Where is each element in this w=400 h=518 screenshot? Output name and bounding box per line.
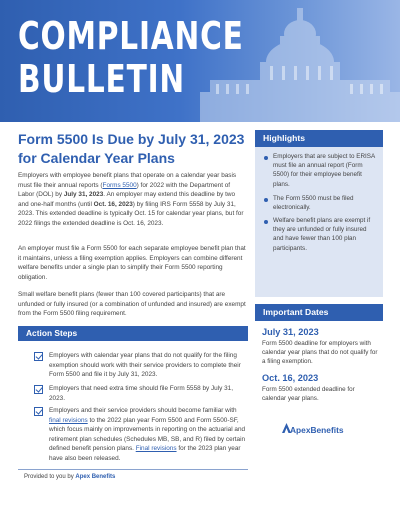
deadline-date: July 31, 2023 [63,191,104,199]
text-run: for the 2023 plan year have also been released. [49,445,241,462]
date-heading: July 31, 2023 [262,327,319,337]
highlight-item: Welfare benefit plans are exempt if they are unfunded or fully insured and have fewer than 100 plan participants. [273,217,371,252]
provided-brand: Apex Benefits [75,474,116,480]
final-revisions-2023-link[interactable]: Final revisions [135,445,177,453]
checkbox-icon [34,385,43,394]
article-paragraph-2: An employer must file a Form 5500 for each separate employee benefit plan that it maintains, unless a filing exemption applies. Employers can combine different welfare benefits under a single plan to simplify their Form 5500 reporting obligation. [18,245,246,281]
banner-title-line2: BULLETIN [18,57,185,101]
date-description: Form 5500 deadline for employers with calendar year plans that do not qualify for a filing exemption. [262,340,378,366]
date-description: Form 5500 extended deadline for calendar year plans. [262,386,355,403]
action-step-3 [49,406,248,464]
apex-benefits-logo: ApexBenefits [290,425,344,435]
text-run: ) by filing IRS Form 5558 by July 31, 2023. This extended deadline is typically Oct. 15 for calendar year plans, but for 2022 filings the extended deadline is Oct. 16, 2023. [18,200,244,227]
article-title: Form 5500 Is Due by July 31, 2023 for Calendar Year Plans [18,131,245,166]
article-paragraph-3: Small welfare benefit plans (fewer than 100 covered participants) that are unfunded or fully insured (or a combination of unfunded and insured) are exempt from the Form 5500 filing requirement. [18,291,246,318]
checkbox-icon [34,407,43,416]
text-run: . An employer may extend this deadline by two and one-half months (until [18,191,236,208]
text-run: Employers with employee benefit plans that operate on a calendar year basis must file their annual reports ( [18,172,237,189]
action-step-2: Employers that need extra time should file Form 5558 by July 31, 2023. [49,385,233,402]
text-run: to the 2022 plan year Form 5500 and Form 5500-SF, which focus mainly on improvements in reporting on the actuarial and retirement plan schedules (Schedules MB, SB, and R) filed by certain defined benefit pension plans. [49,416,246,453]
action-step-1: Employers with calendar year plans that do not qualify for the filing exemption should work with their service providers to complete their Form 5500 and file it by July 31, 2023. [49,352,241,379]
provided-by [24,474,115,480]
bullet-icon [264,220,268,224]
banner-title-line1: COMPLIANCE [18,14,244,58]
text-run: ) for 2022 with the Department of Labor (DOL) by [18,181,231,199]
text-run: Employers and their service providers should become familiar with [49,407,237,414]
bullet-icon [264,198,268,202]
forms-5500-link[interactable]: Forms 5500 [102,181,137,189]
footer-divider [18,469,248,470]
highlight-item: Employers that are subject to ERISA must file an annual report (Form 5500) for their employee benefit plans. [273,153,375,188]
provided-prefix: Provided to you by [24,474,76,480]
final-revisions-link[interactable]: final revisions [49,416,88,424]
important-dates-heading: Important Dates [255,304,383,321]
banner [0,0,400,122]
highlights-heading: Highlights [255,130,383,147]
bullet-icon [264,156,268,160]
date-heading: Oct. 16, 2023 [262,373,319,383]
capitol-building-image [200,0,400,122]
checkbox-icon [34,352,43,361]
article-paragraph-1 [18,171,246,229]
highlight-item: The Form 5500 must be filed electronically. [273,195,354,212]
extended-deadline-date: Oct. 16, 2023 [93,200,133,208]
action-steps-heading: Action Steps [18,326,248,341]
